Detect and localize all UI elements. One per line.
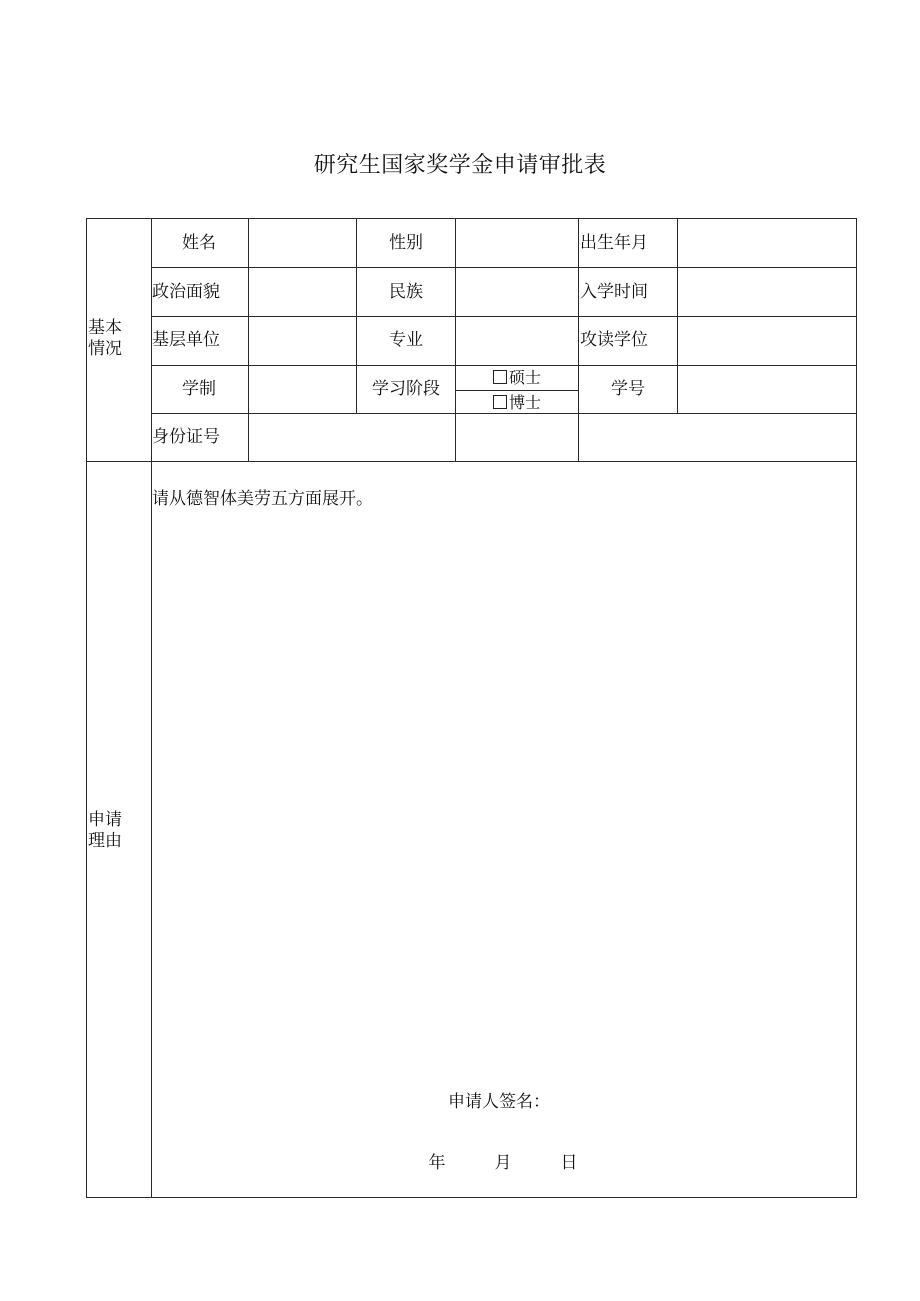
table-border-top: [86, 218, 857, 219]
table-border-left: [86, 218, 87, 1198]
label-id-card: 身份证号: [152, 427, 220, 447]
stage-options-divider: [455, 390, 579, 391]
checkbox-icon[interactable]: [493, 395, 507, 409]
label-study-stage: 学习阶段: [372, 379, 440, 399]
row-divider: [151, 365, 857, 366]
gender-field[interactable]: [461, 233, 571, 255]
col-divider: [578, 218, 579, 462]
date-day: 日: [560, 1153, 578, 1173]
degree-field[interactable]: [687, 330, 847, 352]
section-divider: [86, 461, 857, 462]
political-status-field[interactable]: [252, 282, 352, 304]
reason-field[interactable]: [152, 520, 852, 1080]
label-duration: 学制: [182, 379, 216, 399]
label-unit: 基层单位: [152, 330, 220, 350]
row-divider: [151, 267, 857, 268]
label-name: 姓名: [182, 233, 216, 253]
label-degree: 攻读学位: [580, 330, 648, 350]
form-title: 研究生国家奖学金申请审批表: [313, 153, 607, 178]
date-year: 年: [428, 1153, 446, 1173]
label-birth: 出生年月: [580, 233, 648, 253]
stage-option-master[interactable]: 硕士: [493, 368, 541, 388]
ethnicity-field[interactable]: [461, 282, 571, 304]
duration-field[interactable]: [252, 379, 352, 401]
row-divider: [151, 413, 857, 414]
col-divider: [455, 218, 456, 462]
col-divider: [356, 218, 357, 414]
date-month: 月: [494, 1153, 512, 1173]
table-border-bottom: [86, 1197, 857, 1198]
col-divider: [248, 218, 249, 462]
section-label-reason: 申请 理由: [88, 810, 122, 852]
label-gender: 性别: [389, 233, 423, 253]
enroll-time-field[interactable]: [687, 282, 847, 304]
col-divider: [677, 218, 678, 414]
stage-option-doctor[interactable]: 博士: [493, 393, 541, 413]
row-divider: [151, 316, 857, 317]
name-field[interactable]: [252, 233, 352, 255]
checkbox-icon[interactable]: [493, 370, 507, 384]
id-card-field[interactable]: [257, 427, 447, 449]
label-political-status: 政治面貌: [152, 282, 220, 302]
reason-hint: 请从德智体美劳五方面展开。: [152, 489, 373, 509]
signature-label: 申请人签名：: [448, 1092, 550, 1112]
table-border-right: [856, 218, 857, 1198]
major-field[interactable]: [461, 330, 571, 352]
label-student-id: 学号: [611, 379, 645, 399]
label-ethnicity: 民族: [389, 282, 423, 302]
label-enroll-time: 入学时间: [580, 282, 648, 302]
label-major: 专业: [389, 330, 423, 350]
birth-field[interactable]: [687, 233, 847, 255]
unit-field[interactable]: [252, 330, 352, 352]
section-label-basic: 基本 情况: [88, 318, 122, 360]
student-id-field[interactable]: [687, 379, 847, 401]
